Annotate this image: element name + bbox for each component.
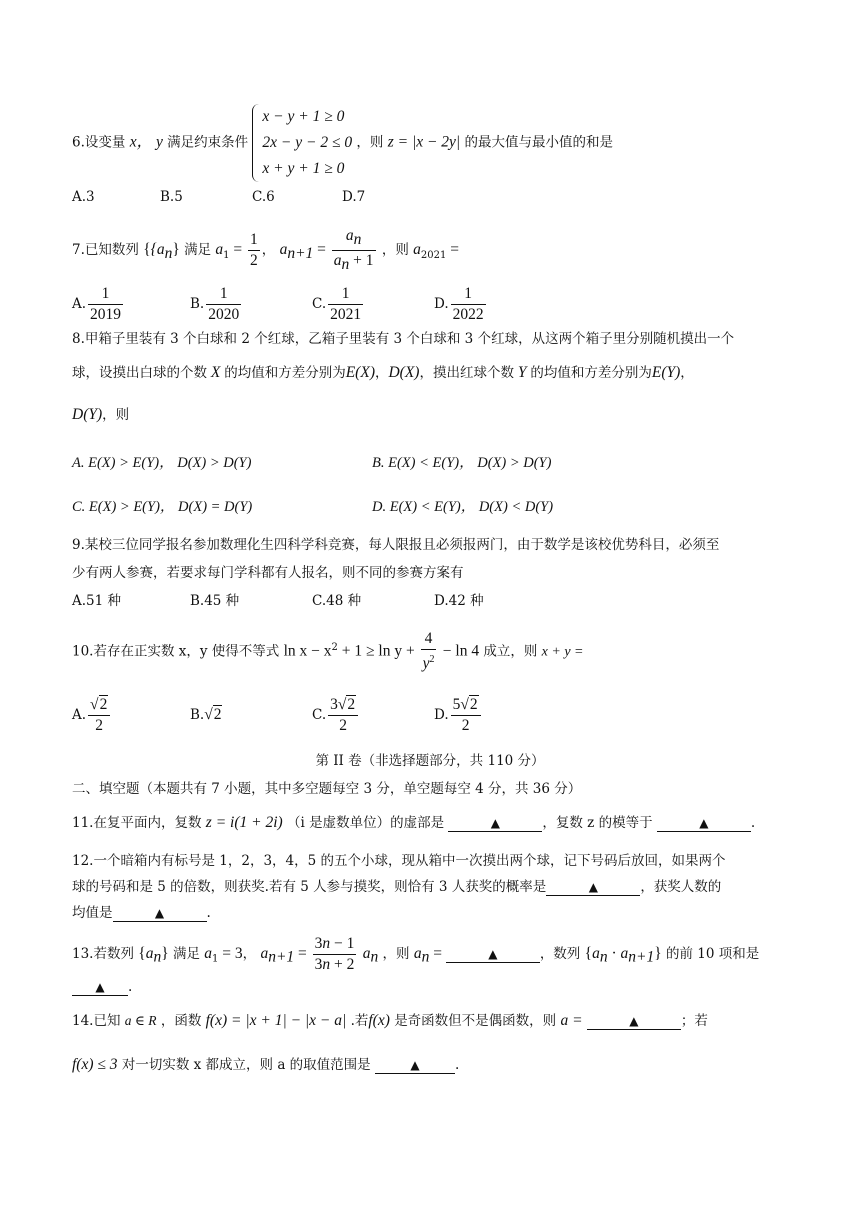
q6-mid: 满足约束条件 <box>167 134 249 151</box>
option-d: D. E(X) < E(Y)， D(X) < D(Y) <box>372 499 554 515</box>
answer-blank[interactable]: ▲ <box>113 905 207 922</box>
q11-expression: z = i(1 + 2i) <box>205 814 283 831</box>
q6-constraint: x + y + 1 ≥ 0 <box>262 160 345 177</box>
question-8 <box>72 328 792 350</box>
answer-blank[interactable]: ▲ <box>72 979 128 996</box>
question-14: 14.已知 a ∈ R ，函数 f(x) = |x + 1| − |x − a| .若f(x) 是奇函数但不是偶函数，则 a = ▲ ；若 <box>72 1012 708 1029</box>
q8-line-1: 8.甲箱子里装有 3 个白球和 2 个红球，乙箱子里装有 3 个白球和 3 个红球，从这两个箱子里分别随机摸出一个 <box>72 331 735 347</box>
q8-options-row-2 <box>72 496 792 518</box>
q12-line-2: 球的号码和是 5 的倍数，则获奖.若有 5 人参与摸奖，则恰有 3 人获奖的概率是 ▲ ，获奖人数的 <box>72 879 722 895</box>
question-7: 7.已知数列 {$\{a_n\}$ 满足 $a_1$ = $\frac{1}{2}$ ， $a_{n+1}$ = $\frac{a_n}{a_n + 1}$ ，则 $a_{2021}$ = <box>72 227 459 274</box>
option-d: D.42 种 <box>434 593 484 609</box>
part-2-title: 第 II 卷（非选择题部分，共 110 分） <box>315 753 545 769</box>
option-a: A. $\frac{1}{2019}$ <box>72 285 122 323</box>
q6-constraint: x − y + 1 ≥ 0 <box>262 108 345 125</box>
option-b: B. E(X) < E(Y)， D(X) > D(Y) <box>372 455 552 471</box>
q9-line-1: 9.某校三位同学报名参加数理化生四科学科竞赛，每人限报且必须报两门，由于数学是该校优势科目，必须至 <box>72 537 720 553</box>
option-c: C. $\frac{3√2}{2}$ <box>312 690 360 740</box>
option-a: A.51 种 <box>72 593 122 609</box>
answer-blank[interactable]: ▲ <box>587 1013 681 1030</box>
option-b: B.5 <box>160 189 183 205</box>
q13-line-2: ▲ . <box>72 976 792 998</box>
option-c: C. $\frac{1}{2021}$ <box>312 285 362 323</box>
q7-condition: 满足 <box>184 242 212 259</box>
question-9 <box>72 534 792 584</box>
q9-options <box>72 590 792 612</box>
answer-blank[interactable]: ▲ <box>546 879 640 896</box>
q6-constraint-system <box>252 104 352 182</box>
option-a: A. $\frac{√2}{2}$ <box>72 690 112 740</box>
q8-line-2: 球，设摸出白球的个数 X 的均值和方差分别为E(X)，D(X)，摸出红球个数 Y 的均值和方差分别为E(Y)， <box>72 364 694 381</box>
option-b: B.45 种 <box>190 593 240 609</box>
option-b: B.√2 <box>190 706 222 723</box>
option-b: B. $\frac{1}{2020}$ <box>190 285 240 323</box>
q14-function: f(x) = |x + 1| − |x − a| <box>205 1012 347 1029</box>
answer-blank[interactable]: ▲ <box>657 815 751 832</box>
option-a: A.3 <box>72 189 95 205</box>
q7-a1-fraction: $\frac{1}{2}$ <box>250 231 258 270</box>
q7-prefix: 7.已知数列 <box>72 242 139 259</box>
q8-line-3: D(Y)，则 <box>72 406 130 423</box>
question-13: 13.若数列 $\{a_n\}$ 满足 $a_1 = 3$， $a_{n+1}$ = $\frac{3n - 1}{3n + 2}$ $a_n$ ，则 $a_n$ = ▲ ，数列 $\{a_n \cdot a_{n+1}\}$ 的前 10 项和是 <box>72 935 760 973</box>
q12-line-1: 12.一个暗箱内有标号是 1，2，3，4，5 的五个小球，现从箱中一次摸出两个球，记下号码后放回，如果两个 <box>72 853 726 869</box>
option-a: A. E(X) > E(Y)， D(X) > D(Y) <box>72 455 252 471</box>
section-2-title: 二、填空题（本题共有 7 小题，其中多空题每空 3 分，单空题每空 4 分，共 36 分） <box>72 781 582 797</box>
option-d: D.7 <box>342 189 366 205</box>
q10-ask: x + y = <box>541 644 584 660</box>
q10-prefix: 10.若存在正实数 x，y 使得不等式 <box>72 643 280 660</box>
q6-expression: z = |x − 2y| <box>387 133 461 151</box>
q7-options <box>72 282 792 326</box>
question-11: 11.在复平面内，复数 z = i(1 + 2i) （i 是虚数单位）的虚部是 ▲ ，复数 z 的模等于 ▲ . <box>72 814 756 831</box>
q7-sequence: {a <box>150 241 165 259</box>
q6-suffix: 的最大值与最小值的和是 <box>464 134 613 151</box>
question-6 <box>72 104 792 182</box>
brace-icon <box>252 104 260 182</box>
answer-blank[interactable]: ▲ <box>446 946 540 963</box>
q6-prefix: 6.设变量 <box>72 134 126 151</box>
q10-suffix: 成立，则 <box>483 643 538 660</box>
option-c: C.48 种 <box>312 593 362 609</box>
q7-ask: ，则 <box>381 242 409 259</box>
q10-fraction: $\frac{4}{y^2}$ <box>422 630 435 673</box>
q14-line-2: f(x) ≤ 3 对一切实数 x 都成立，则 a 的取值范围是 ▲ . <box>72 1056 460 1073</box>
q6-vars: x， y <box>129 133 163 151</box>
q13-fraction: $\frac{3n - 1}{3n + 2}$ <box>314 935 355 973</box>
q6-after: ，则 <box>356 134 384 151</box>
q9-line-2: 少有两人参赛，若要求每门学科都有人报名，则不同的参赛方案有 <box>72 565 464 581</box>
q6-options <box>72 186 792 208</box>
q12-line-3: 均值是 ▲ . <box>72 905 211 921</box>
option-d: D. $\frac{1}{2022}$ <box>434 285 484 323</box>
q8-options-row-1 <box>72 452 792 474</box>
option-d: D. $\frac{5√2}{2}$ <box>434 690 483 740</box>
option-c: C. E(X) > E(Y)， D(X) = D(Y) <box>72 499 253 515</box>
question-12 <box>72 850 792 872</box>
option-c: C.6 <box>252 189 275 205</box>
answer-blank[interactable]: ▲ <box>375 1057 455 1074</box>
q7-recurrence-fraction: $\frac{a_n}{a_n + 1}$ <box>333 227 374 274</box>
q10-options <box>72 690 792 740</box>
q6-constraint: 2x − y − 2 ≤ 0 <box>262 134 353 151</box>
answer-blank[interactable]: ▲ <box>448 815 542 832</box>
question-10: 10.若存在正实数 x，y 使得不等式 $\ln x - x^2 + 1 \ge \ln y$ + $\frac{4}{y^2}$ − ln 4 成立，则 x + y = <box>72 630 584 673</box>
